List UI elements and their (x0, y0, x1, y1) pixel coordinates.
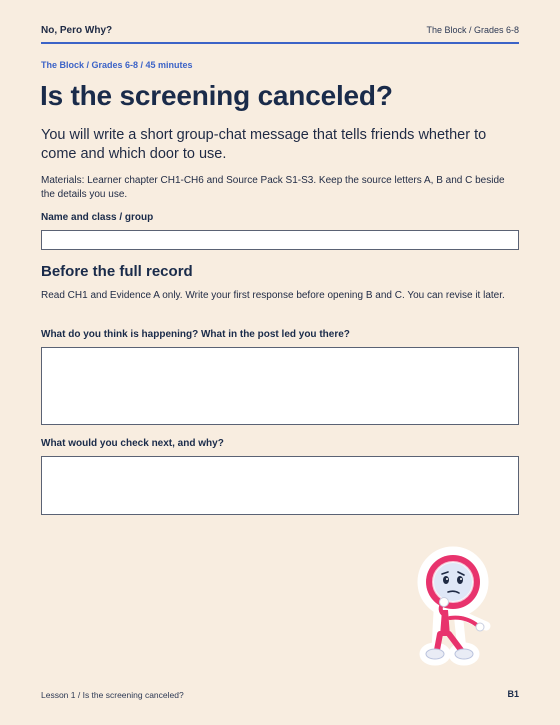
brand-name: No, Pero Why? (41, 24, 113, 36)
question-2-label: What would you check next, and why? (41, 438, 224, 449)
page-header (41, 18, 519, 44)
magnifying-glass-mascot-icon (408, 546, 498, 668)
lead-text: You will write a short group-chat message that tells friends whether to come and which door to use. (41, 127, 487, 162)
footer-lesson-label: Lesson 1 / Is the screening canceled? (41, 690, 184, 700)
materials-text: Materials: Learner chapter CH1-CH6 and Source Pack S1-S3. Keep the source letters A, B and C beside the details you use. (41, 175, 505, 200)
question-1-label: What do you think is happening? What in the post led you there? (41, 329, 350, 340)
header-course-label: The Block / Grades 6-8 (426, 25, 519, 35)
name-field[interactable] (41, 230, 519, 250)
section-instructions: Read CH1 and Evidence A only. Write your first response before opening B and C. You can revise it later. (41, 290, 505, 301)
section-title: Before the full record (41, 263, 193, 280)
name-field-label: Name and class / group (41, 212, 154, 223)
footer-page-number: B1 (507, 689, 519, 699)
page-title: Is the screening canceled? (40, 80, 393, 111)
question-2-answer-box[interactable] (41, 456, 519, 515)
question-1-answer-box[interactable] (41, 347, 519, 425)
lesson-meta: The Block / Grades 6-8 / 45 minutes (41, 60, 193, 70)
